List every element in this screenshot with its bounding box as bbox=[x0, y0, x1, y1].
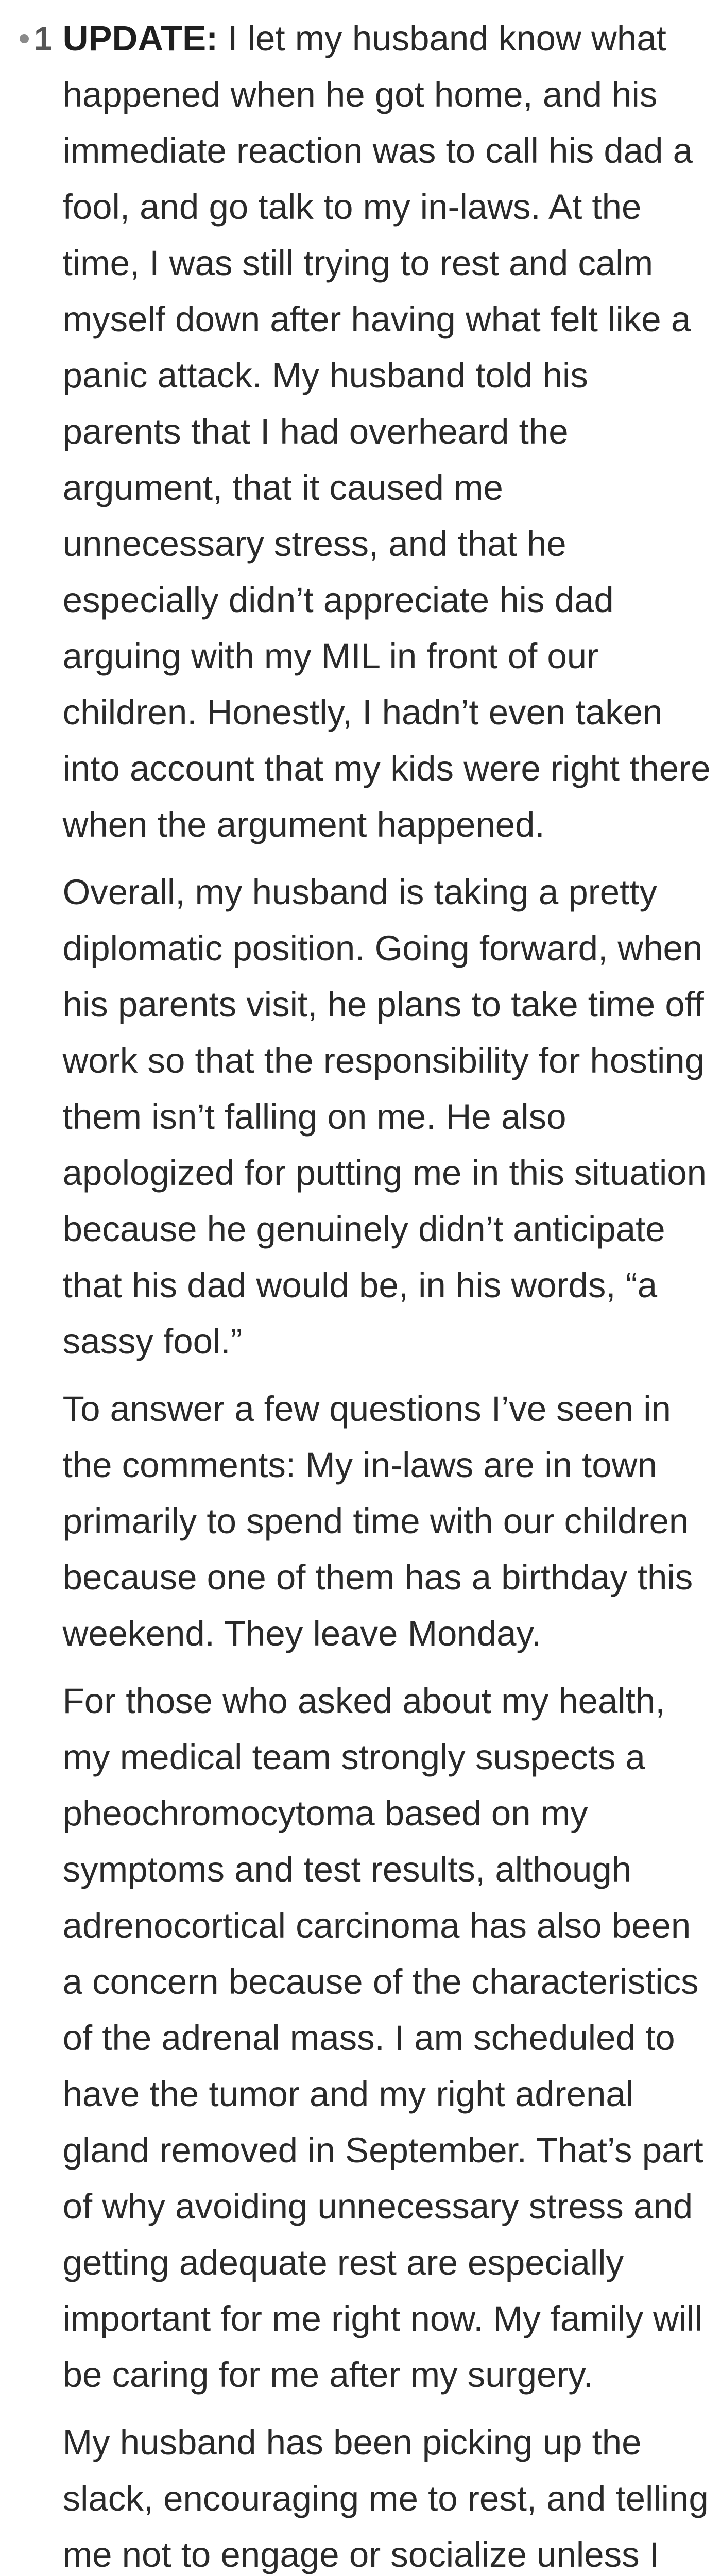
comment-1 bbox=[20, 10, 711, 2576]
comment-1-meta bbox=[20, 10, 63, 67]
paragraph-text: I let my husband know what happened when he got home, and his immediate reaction was to call his dad a fool, and go talk to my in-laws. At the time, I was still trying to rest and calm myself down after having what felt like a panic attack. My husband told his parents that I had overheard the argument, that it caused me unnecessary stress, and that he especially didn’t appreciate his dad arguing with my MIL in front of our children. Honestly, I hadn’t even taken into account that my kids were right there when the argument happened. bbox=[62, 19, 711, 844]
comment-paragraph: To answer a few questions I’ve seen in the comments: My in-laws are in town primarily to spend time with our children because one of them has a birthday this weekend. They leave Monday. bbox=[62, 1389, 693, 1653]
bullet-dot-icon bbox=[20, 34, 29, 43]
comment-number: 1 bbox=[34, 20, 53, 57]
comment-1-body bbox=[63, 10, 711, 2576]
comment-paragraph: My husband has been picking up the slack, encouraging me to rest, and telling me not to engage or socialize unless I bbox=[62, 2422, 709, 2574]
comment-paragraph: For those who asked about my health, my medical team strongly suspects a pheochromocytoma based on my symptoms and test results, although adrenocortical carcinoma has also been a concern because of the characteristics of the adrenal mass. I am scheduled to have the tumor and my right adrenal gland removed in September. That’s part of why avoiding unnecessary stress and getting adequate rest are especially important for me right now. My family will be caring for me after my surgery. bbox=[62, 1681, 703, 2395]
update-label: UPDATE: bbox=[62, 19, 218, 58]
comment-paragraph: Overall, my husband is taking a pretty diplomatic position. Going forward, when his parents visit, he plans to take time off work so that the responsibility for hosting them isn’t falling on me. He also apologized for putting me in this situation because he genuinely didn’t anticipate that his dad would be, in his words, “a sassy fool.” bbox=[62, 872, 707, 1361]
comment-paragraph bbox=[63, 10, 711, 853]
